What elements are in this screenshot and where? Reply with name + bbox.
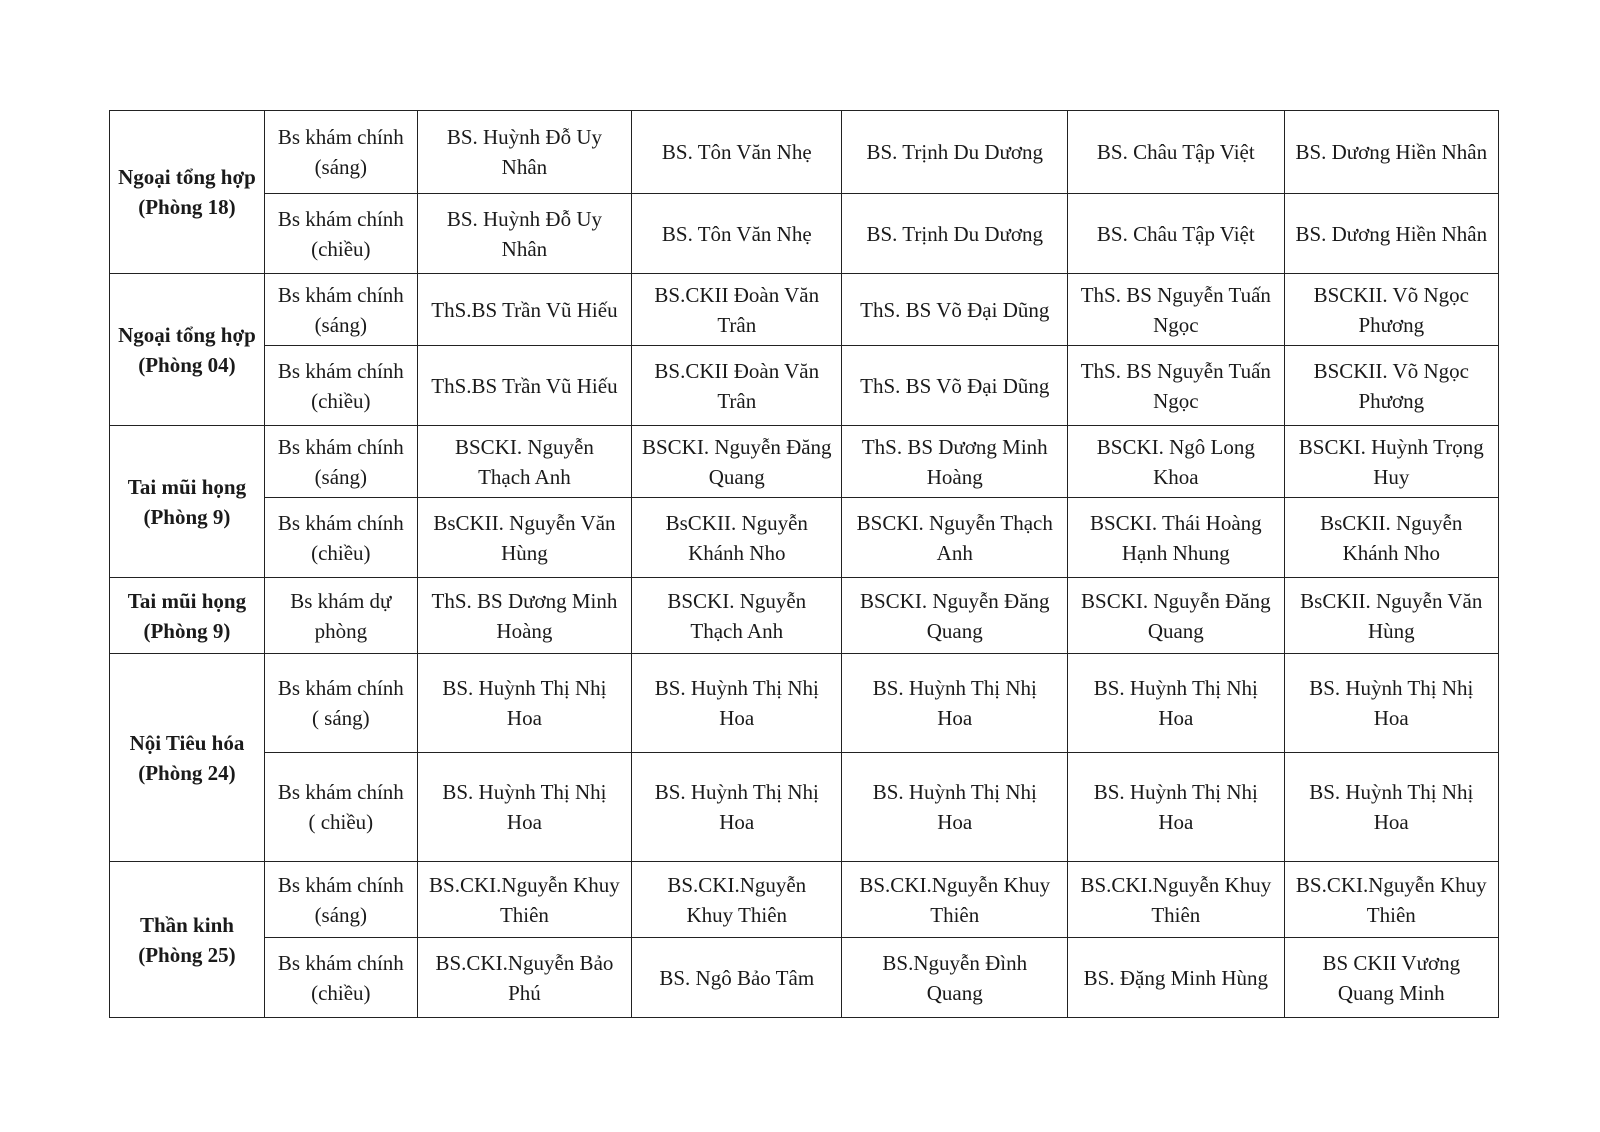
role-cell — [264, 938, 417, 1018]
doctor-cell — [417, 346, 631, 426]
role-cell — [264, 578, 417, 654]
doctor-cell — [417, 194, 631, 274]
doctor-name: BS CKII Vương Quang Minh — [1322, 950, 1461, 1005]
doctor-name: BSCKII. Võ Ngọc Phương — [1313, 358, 1469, 413]
doctor-cell — [1284, 498, 1498, 578]
role-label: Bs khám chính (chiều) — [277, 358, 404, 413]
doctor-name: BS.CKI.Nguyễn Khuy Thiên — [1080, 872, 1272, 927]
doctor-name: BS. Huỳnh Thị Nhị Hoa — [654, 676, 819, 730]
table-row — [110, 194, 1499, 274]
table-row — [110, 862, 1499, 938]
doctor-cell — [632, 498, 842, 578]
doctor-name: ThS. BS Dương Minh Hoàng — [431, 588, 618, 643]
doctor-cell — [1284, 426, 1498, 498]
doctor-cell — [1284, 862, 1498, 938]
doctor-cell — [842, 862, 1068, 938]
doctor-cell — [632, 346, 842, 426]
doctor-name: BS. Huỳnh Đỗ Uy Nhân — [446, 206, 603, 261]
doctor-cell — [632, 938, 842, 1018]
role-cell — [264, 753, 417, 862]
doctor-name: BS. Huỳnh Thị Nhị Hoa — [654, 780, 819, 834]
doctor-name: BS. Huỳnh Đỗ Uy Nhân — [446, 125, 603, 179]
doctor-cell — [417, 654, 631, 753]
doctor-name: BS. Ngô Bảo Tâm — [659, 965, 815, 990]
doctor-name: BS. Huỳnh Thị Nhị Hoa — [1309, 676, 1474, 730]
doctor-name: ThS. BS Võ Đại Dũng — [860, 297, 1050, 322]
department-cell — [110, 578, 265, 654]
doctor-cell — [1284, 346, 1498, 426]
doctor-cell — [632, 578, 842, 654]
doctor-name: BS. Trịnh Du Dương — [866, 140, 1044, 164]
role-cell — [264, 194, 417, 274]
department-name: Nội Tiêu hóa (Phòng 24) — [129, 730, 245, 785]
table-row — [110, 111, 1499, 194]
doctor-cell — [417, 111, 631, 194]
doctor-cell — [632, 426, 842, 498]
doctor-cell — [842, 274, 1068, 346]
role-cell — [264, 346, 417, 426]
department-cell — [110, 862, 265, 1018]
doctor-name: BS.CKII Đoàn Văn Trân — [654, 282, 820, 337]
table-row — [110, 498, 1499, 578]
doctor-cell — [417, 426, 631, 498]
doctor-name: BSCKII. Võ Ngọc Phương — [1313, 282, 1469, 337]
department-name: Thần kinh (Phòng 25) — [138, 912, 236, 967]
doctor-name: ThS. BS Dương Minh Hoàng — [861, 434, 1048, 489]
doctor-cell — [1068, 938, 1284, 1018]
doctor-schedule-table — [109, 110, 1499, 1018]
doctor-name: BSCKI. Nguyễn Thạch Anh — [455, 434, 594, 489]
doctor-cell — [1068, 346, 1284, 426]
doctor-name: BS. Dương Hiền Nhân — [1295, 140, 1488, 164]
doctor-cell — [632, 111, 842, 194]
doctor-name: ThS.BS Trần Vũ Hiếu — [431, 297, 618, 322]
doctor-name: BS. Huỳnh Thị Nhị Hoa — [442, 780, 607, 834]
doctor-name: BSCKI. Ngô Long Khoa — [1096, 434, 1255, 489]
doctor-name: BsCKII. Nguyễn Khánh Nho — [665, 510, 808, 565]
department-name: Tai mũi họng (Phòng 9) — [127, 474, 247, 529]
role-cell — [264, 111, 417, 194]
doctor-name: BsCKII. Nguyễn Khánh Nho — [1320, 510, 1463, 565]
role-label: Bs khám chính (chiều) — [277, 510, 404, 565]
table-row — [110, 938, 1499, 1018]
table-row — [110, 654, 1499, 753]
department-cell — [110, 426, 265, 578]
role-cell — [264, 426, 417, 498]
doctor-name: BSCKI. Nguyễn Thạch Anh — [667, 588, 807, 643]
doctor-name: BSCKI. Nguyễn Thạch Anh — [856, 510, 1053, 565]
doctor-name: BS.CKI.Nguyễn Khuy Thiên — [1295, 872, 1487, 927]
doctor-name: BS.CKI.Nguyễn Khuy Thiên — [667, 872, 807, 927]
doctor-cell — [417, 498, 631, 578]
doctor-cell — [632, 654, 842, 753]
doctor-cell — [1068, 654, 1284, 753]
doctor-cell — [632, 753, 842, 862]
doctor-cell — [1068, 578, 1284, 654]
doctor-name: BS.CKI.Nguyễn Khuy Thiên — [429, 872, 620, 927]
doctor-name: ThS. BS Võ Đại Dũng — [860, 373, 1050, 398]
doctor-name: BS. Huỳnh Thị Nhị Hoa — [442, 676, 607, 730]
doctor-cell — [632, 194, 842, 274]
role-label: Bs khám chính (sáng) — [277, 872, 404, 927]
doctor-cell — [842, 578, 1068, 654]
doctor-name: BSCKI. Huỳnh Trọng Huy — [1298, 434, 1484, 489]
doctor-name: BS. Huỳnh Thị Nhị Hoa — [872, 676, 1037, 730]
doctor-name: BS. Đặng Minh Hùng — [1083, 965, 1268, 990]
role-label: Bs khám chính ( chiều) — [277, 780, 404, 834]
doctor-name: BSCKI. Nguyễn Đăng Quang — [641, 434, 832, 489]
department-name: Tai mũi họng (Phòng 9) — [127, 588, 247, 643]
role-cell — [264, 654, 417, 753]
doctor-cell — [417, 753, 631, 862]
doctor-name: BS. Huỳnh Thị Nhị Hoa — [1309, 780, 1474, 834]
doctor-cell — [1068, 498, 1284, 578]
doctor-name: BS.CKI.Nguyễn Khuy Thiên — [859, 872, 1051, 927]
doctor-name: BS. Châu Tập Việt — [1096, 140, 1255, 164]
doctor-name: BS. Huỳnh Thị Nhị Hoa — [1093, 780, 1258, 834]
doctor-name: BS. Tôn Văn Nhẹ — [661, 140, 812, 164]
department-cell — [110, 274, 265, 426]
doctor-cell — [1068, 274, 1284, 346]
doctor-name: BS. Trịnh Du Dương — [866, 221, 1044, 246]
doctor-cell — [842, 753, 1068, 862]
doctor-cell — [842, 194, 1068, 274]
doctor-name: BS. Dương Hiền Nhân — [1295, 221, 1488, 246]
table-row — [110, 346, 1499, 426]
doctor-cell — [1284, 111, 1498, 194]
doctor-cell — [1068, 194, 1284, 274]
doctor-name: BSCKI. Thái Hoàng Hạnh Nhung — [1089, 510, 1262, 565]
doctor-cell — [1068, 426, 1284, 498]
role-label: Bs khám chính (chiều) — [277, 950, 404, 1005]
doctor-cell — [417, 578, 631, 654]
doctor-name: BSCKI. Nguyễn Đăng Quang — [859, 588, 1050, 643]
doctor-cell — [842, 654, 1068, 753]
department-cell — [110, 654, 265, 862]
doctor-name: BSCKI. Nguyễn Đăng Quang — [1081, 588, 1271, 643]
doctor-name: ThS. BS Nguyễn Tuấn Ngọc — [1080, 282, 1271, 337]
doctor-name: BS.CKII Đoàn Văn Trân — [654, 358, 820, 413]
doctor-name: BS. Huỳnh Thị Nhị Hoa — [1093, 676, 1258, 730]
doctor-name: BS. Tôn Văn Nhẹ — [661, 221, 812, 246]
table-row — [110, 753, 1499, 862]
doctor-cell — [1284, 753, 1498, 862]
department-name: Ngoại tổng hợp (Phòng 18) — [118, 165, 256, 219]
role-label: Bs khám chính (chiều) — [277, 206, 404, 261]
doctor-name: BS.CKI.Nguyễn Bảo Phú — [435, 950, 614, 1005]
doctor-cell — [1284, 938, 1498, 1018]
doctor-cell — [417, 862, 631, 938]
role-cell — [264, 862, 417, 938]
doctor-name: BsCKII. Nguyễn Văn Hùng — [1300, 588, 1483, 643]
doctor-cell — [842, 938, 1068, 1018]
department-name: Ngoại tổng hợp (Phòng 04) — [118, 322, 256, 377]
table-row — [110, 426, 1499, 498]
doctor-name: BS. Châu Tập Việt — [1096, 221, 1255, 246]
doctor-cell — [1284, 194, 1498, 274]
doctor-cell — [1068, 111, 1284, 194]
doctor-cell — [1284, 654, 1498, 753]
doctor-cell — [417, 274, 631, 346]
doctor-name: ThS.BS Trần Vũ Hiếu — [431, 373, 618, 398]
role-label: Bs khám dự phòng — [290, 588, 392, 643]
role-label: Bs khám chính (sáng) — [277, 434, 404, 489]
doctor-name: BS. Huỳnh Thị Nhị Hoa — [872, 780, 1037, 834]
doctor-cell — [1284, 274, 1498, 346]
role-label: Bs khám chính (sáng) — [277, 125, 404, 179]
table-row — [110, 274, 1499, 346]
table-row — [110, 578, 1499, 654]
doctor-cell — [632, 274, 842, 346]
role-cell — [264, 498, 417, 578]
doctor-cell — [1068, 753, 1284, 862]
doctor-cell — [1068, 862, 1284, 938]
doctor-name: BsCKII. Nguyễn Văn Hùng — [433, 510, 616, 565]
doctor-cell — [842, 426, 1068, 498]
doctor-name: ThS. BS Nguyễn Tuấn Ngọc — [1080, 358, 1271, 413]
doctor-cell — [1284, 578, 1498, 654]
doctor-cell — [842, 498, 1068, 578]
doctor-cell — [842, 111, 1068, 194]
doctor-name: BS.Nguyễn Đình Quang — [882, 950, 1028, 1005]
doctor-cell — [417, 938, 631, 1018]
role-cell — [264, 274, 417, 346]
role-label: Bs khám chính (sáng) — [277, 282, 404, 337]
doctor-cell — [842, 346, 1068, 426]
role-label: Bs khám chính ( sáng) — [277, 676, 404, 730]
doctor-cell — [632, 862, 842, 938]
department-cell — [110, 111, 265, 274]
